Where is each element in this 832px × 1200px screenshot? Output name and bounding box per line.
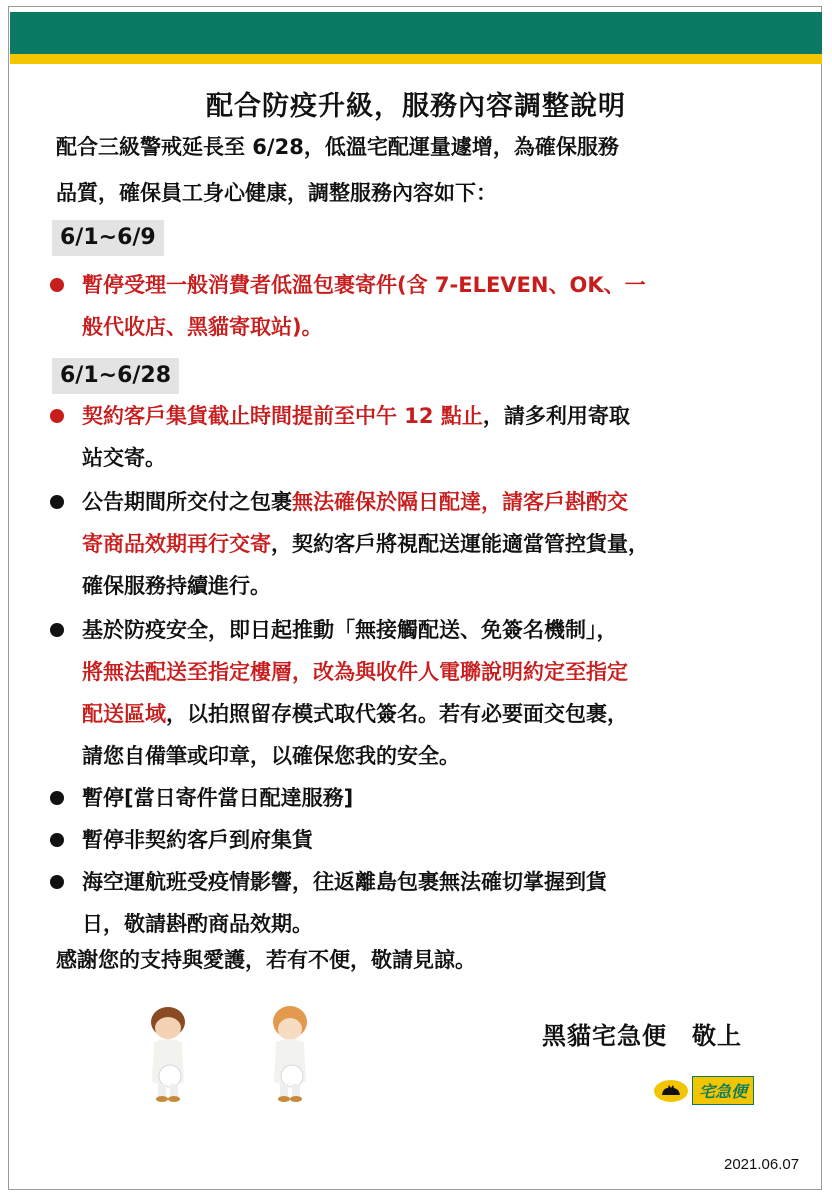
list-item: 暫停非契約客戶到府集貨	[48, 819, 788, 861]
section-tag-2: 6/1~6/28	[52, 358, 179, 394]
bullet-dot	[50, 791, 64, 805]
list-item: 暫停受理一般消費者低溫包裹寄件(含 7-ELEVEN、OK、一 般代收店、黑貓寄取站)。	[48, 264, 788, 348]
list-item: 契約客戶集貨截止時間提前至中午 12 點止，請多利用寄取 站交寄。	[48, 395, 788, 479]
intro-paragraph	[56, 124, 776, 216]
intro-line-1: 配合三級警戒延長至 6/28，低溫宅配運量遽增，為確保服務	[56, 135, 619, 159]
section-2-list	[48, 395, 788, 945]
header-band-green	[10, 12, 822, 54]
bullet-dot	[50, 278, 64, 292]
bullet-dot	[50, 833, 64, 847]
logo-text: 宅急便	[692, 1076, 754, 1105]
list-item: 公告期間所交付之包裹無法確保於隔日配達，請客戶斟酌交 寄商品效期再行交寄，契約客戶將視配送運能適當管控貨量， 確保服務持續進行。	[48, 481, 788, 607]
bullet-dot	[50, 875, 64, 889]
header-band-yellow	[10, 54, 822, 64]
section-1-list	[48, 264, 788, 348]
black-cat-icon	[654, 1080, 688, 1102]
section-tag-1: 6/1~6/9	[52, 220, 164, 256]
bullet-dot	[50, 409, 64, 423]
bowing-courier-figure	[262, 998, 318, 1102]
list-item: 海空運航班受疫情影響，往返離島包裹無法確切掌握到貨 日，敬請斟酌商品效期。	[48, 861, 788, 945]
thanks-message: 感謝您的支持與愛護，若有不便，敬請見諒。	[56, 948, 476, 972]
page-title: 配合防疫升級，服務內容調整說明	[206, 91, 626, 122]
bullet-dot	[50, 623, 64, 637]
list-item: 暫停[當日寄件當日配達服務]	[48, 777, 788, 819]
signature: 黑貓宅急便 敬上	[542, 1022, 742, 1050]
publish-date: 2021.06.07	[724, 1156, 800, 1173]
brand-logo	[654, 1076, 754, 1105]
bowing-courier-figure	[140, 998, 196, 1102]
list-item: 基於防疫安全，即日起推動「無接觸配送、免簽名機制」， 將無法配送至指定樓層，改為與收件人電聯說明約定至指定 配送區域，以拍照留存模式取代簽名。若有必要面交包裹， 請您自備筆或印章，以確保您我的安全。	[48, 609, 788, 777]
intro-line-2: 品質，確保員工身心健康，調整服務內容如下：	[56, 181, 497, 205]
bullet-dot	[50, 495, 64, 509]
